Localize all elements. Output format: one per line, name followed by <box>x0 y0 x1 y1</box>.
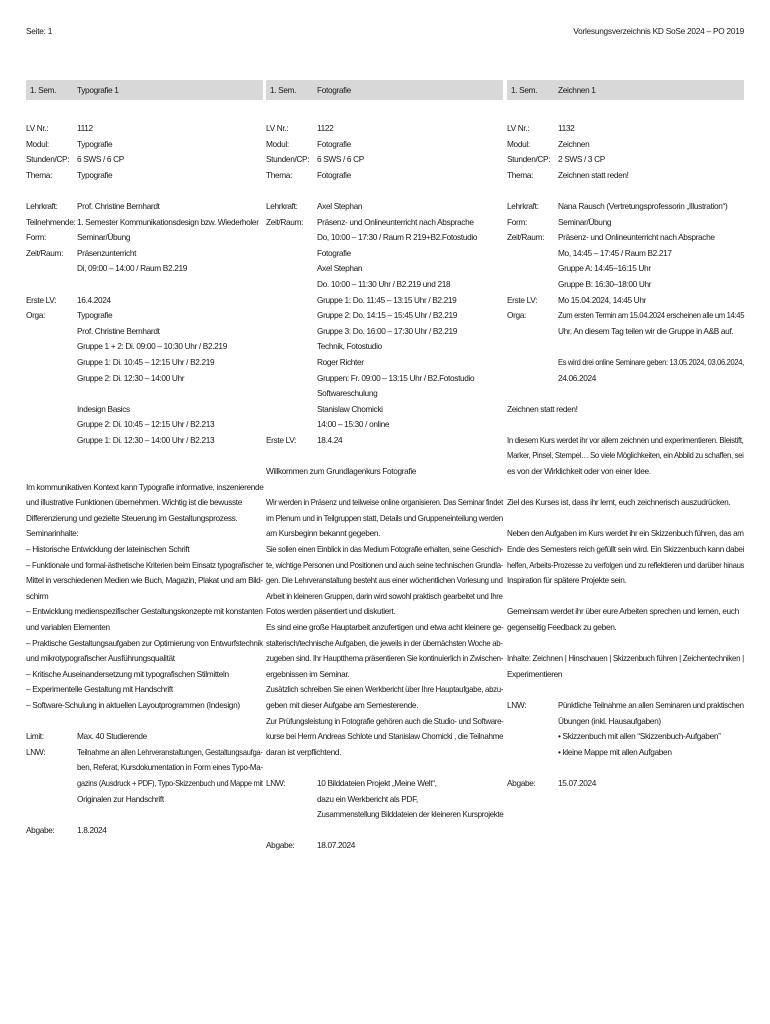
staff-row: Form: Seminar/Übung <box>507 216 612 227</box>
abgabe-row: Abgabe: 1.8.2024 <box>26 824 107 835</box>
info-row: Stunden/CP: 6 SWS / 6 CP <box>266 154 364 165</box>
info-row: Modul: Typografie <box>26 138 113 149</box>
start-row: Erste LV: 18.4.24 <box>266 434 343 445</box>
course-title: Typografie 1 <box>77 85 119 95</box>
staff-row: Lehrkraft: Nana Rausch (Vertretungsprofessorin „Illustration“) <box>507 200 728 211</box>
course-header <box>266 80 503 100</box>
lnw-row: LNW: Teilnahme an allen Lehrveranstaltungen, Gestaltungsaufga- ben, Referat, Kursdokumentation in Form eines Typo-Ma- gazins (Ausdruck + PDF), Typo-Skizzenbuch und Mappe mit Originalen zur Handschrift <box>26 746 263 804</box>
orga-row: Orga: Typografie Prof. Christine Bernhardt Gruppe 1 + 2: Di. 09:00 – 10:30 Uhr / B2.219 Gruppe 1: Di. 10:45 – 12:15 Uhr / B2.219 Gruppe 2: Di. 12:30 – 14:00 Uhr Indesign Basics Gruppe 2: Di. 10:45 – 12:15 Uhr / B2.213 Gruppe 1: Di. 12:30 – 14:00 Uhr / B2.213 <box>26 310 227 445</box>
staff-row: Zeit/Raum: Präsenz- und Onlineunterricht nach Absprache Do, 10:00 – 17:30 / Raum R 219+B2.Fotostudio Fotografie Axel Stephan Do. 10:00 – 11:30 Uhr / B2.219 und 218 Gruppe 1: Do. 11:45 – 13:15 Uhr / B2.219 Gruppe 2: Do. 14:15 – 15:45 Uhr / B2.219 Gruppe 3: Do. 16:00 – 17:30 Uhr / B2.219 Technik, Fotostudio Roger Richter Gruppen: Fr. 09:00 – 13:15 Uhr / B2.Fotostudio Softwareschulung Stanislaw Chomicki 14:00 – 15:30 / online <box>266 216 478 430</box>
staff-row: Lehrkraft: Prof. Christine Bernhardt <box>26 200 160 211</box>
info-row: LV Nr.: 1112 <box>26 123 93 133</box>
abgabe-row: Abgabe: 15.07.2024 <box>507 777 597 788</box>
info-row: Thema: Fotografie <box>266 169 351 180</box>
course-header <box>26 80 263 100</box>
document-title: Vorlesungsverzeichnis KD SoSe 2024 – PO 2019 <box>573 26 744 36</box>
orga-row: Orga: Zum ersten Termin am 15.04.2024 erscheinen alle um 14:45 Uhr. An diesem Tag teilen wir die Gruppe in A&B auf. Es wird drei online Seminare geben: 13.05.2024, 03.06.2024, 24.06.2024 <box>507 310 745 383</box>
course-intro: Willkommen zum Grundlagenkurs Fotografie <box>266 466 417 477</box>
page-header <box>26 26 744 40</box>
course-subtitle: Zeichnen statt reden! <box>507 403 578 414</box>
course-zeichnen <box>507 80 744 792</box>
start-row: Erste LV: Mo 15.04.2024, 14:45 Uhr <box>507 294 647 305</box>
staff-row: Lehrkraft: Axel Stephan <box>266 200 363 211</box>
course-typografie <box>26 80 263 838</box>
course-semester: 1. Sem. <box>30 85 57 95</box>
lnw-row: LNW: 10 Bilddateien Projekt „Meine Welt“, dazu ein Werkbericht als PDF, Zusammenstellung Bilddateien der kleineren Kursprojekte <box>266 777 504 820</box>
course-description: In diesem Kurs werdet ihr vor allem zeichnen und experimentieren. Bleistift, Marker, Pinsel, Stempel… So viele Möglichkeiten, ein Abbild zu schaffen, sei es von der Wirklichkeit oder von einer Idee. Ziel des Kurses ist, dass ihr lernt, euch zeichnerisch auszudrücken. Neben den Aufgaben im Kurs werdet ihr ein Skizzenbuch führen, das am Ende des Semesters reich gefüllt sein wird. Ein Skizzenbuch kann dabei helfen, Arbeits-Prozesse zu verfolgen und zu reflektieren und darüber hinaus Inspiration für spätere Projekte sein. Gemeinsam werdet ihr über eure Arbeiten sprechen und lernen, euch gegenseitig Feedback zu geben. Inhalte: Zeichnen | Hinschauen | Skizzenbuch führen | Zeichentechniken | Experimentieren <box>507 434 745 679</box>
page-number: Seite: 1 <box>26 26 53 36</box>
course-title: Zeichnen 1 <box>558 85 596 95</box>
info-row: LV Nr.: 1132 <box>507 123 575 133</box>
staff-row: Zeit/Raum: Präsenzunterricht Di, 09:00 – 14:00 / Raum B2.219 <box>26 247 187 274</box>
course-description: Wir werden in Präsenz und teilweise online organisieren. Das Seminar findet im Plenum und in Teilgruppen statt, Details und Gruppeneinteilung werden am Kursbeginn bekannt gegeben. Sie sollen einen Einblick in das Medium Fotografie erhalten, seine Geschich- te, wichtige Personen und Positionen und auch seine technischen Grundla- gen. Die Lehrveranstaltung besteht aus einer wöchentlichen Vorlesung und Arbeit in kleineren Gruppen, darin wird sowohl praktisch gearbeitet und Ihre Fotos werden päsentiert und diskutiert. Es sind eine große Hauptarbeit anzufertigen und etwa acht kleinere ge- stalterisch/technische Aufgaben, die jeweils in der übernächsten Woche ab- zugeben sind. Ihr Hauptthema präsentieren Sie kontinuierlich in Zwischen- ergebnissen im Seminar. Zusätzlich schreiben Sie einen Werkbericht über Ihre Hauptaufgabe, abzu- geben mit dieser Aufgabe am Semesterende. Zur Prüfungsleistung in Fotografie gehören auch die Studio- und Software- kurse bei Herrn Andreas Schlote und Stanislaw Chomicki , die Teilnahme daran ist verpflichtend. <box>266 497 504 757</box>
info-row: Stunden/CP: 6 SWS / 6 CP <box>26 154 124 165</box>
staff-row: Zeit/Raum: Präsenz- und Onlineunterricht nach Absprache Mo, 14:45 – 17:45 / Raum B2.217 Gruppe A: 14:45–16:15 Uhr Gruppe B: 16:30–18:00 Uhr <box>507 232 715 289</box>
info-row: Thema: Typografie <box>26 169 113 180</box>
info-row: Stunden/CP: 2 SWS / 3 CP <box>507 154 605 165</box>
info-row: Modul: Zeichnen <box>507 138 590 149</box>
course-title: Fotografie <box>317 85 351 95</box>
course-description: Im kommunikativen Kontext kann Typografie informative, inszenierende und illustrative Funktionen übernehmen. Wichtig ist die bewusste Differenzierung und gezielte Steuerung im Gestaltungsprozess. Seminarinhalte: – Historische Entwicklung der lateinischen Schrift – Funktionale und formal-ästhetische Kriterien beim Einsatz typografischer Mittel in verschiedenen Medien wie Buch, Magazin, Plakat und am Bild- schirm – Entwicklung medienspezifischer Gestaltungskonzepte mit konstanten und variablen Elementen – Praktische Gestaltungsaufgaben zur Optimierung von Entwurfstechnik und mikrotypografischer Ausführungsqualität – Kritische Auseinandersetzung mit typografischen Stilmitteln – Experimentelle Gestaltung mit Handschrift – Software-Schulung in aktuellen Layoutprogrammen (Indesign) <box>26 481 264 710</box>
staff-row: Form: Seminar/Übung <box>26 232 131 243</box>
info-row: Modul: Fotografie <box>266 138 351 149</box>
staff-row: Teilnehmende: 1. Semester Kommunikationsdesign bzw. Wiederholer <box>26 216 259 227</box>
course-fotografie <box>266 80 503 854</box>
limit-row: Limit: Max. 40 Studierende <box>26 731 147 742</box>
lnw-row: LNW: Pünktliche Teilnahme an allen Seminaren und praktischen Übungen (inkl. Hausaufgaben) • Skizzenbuch mit allen “Skizzenbuch-Aufgaben” • kleine Mappe mit allen Aufgaben <box>507 699 744 757</box>
course-semester: 1. Sem. <box>511 85 538 95</box>
start-row: Erste LV: 16.4.2024 <box>26 294 111 305</box>
info-row: Thema: Zeichnen statt reden! <box>507 169 629 180</box>
course-semester: 1. Sem. <box>270 85 297 95</box>
abgabe-row: Abgabe: 18.07.2024 <box>266 840 356 851</box>
info-row: LV Nr.: 1122 <box>266 123 334 133</box>
course-header <box>507 80 744 100</box>
